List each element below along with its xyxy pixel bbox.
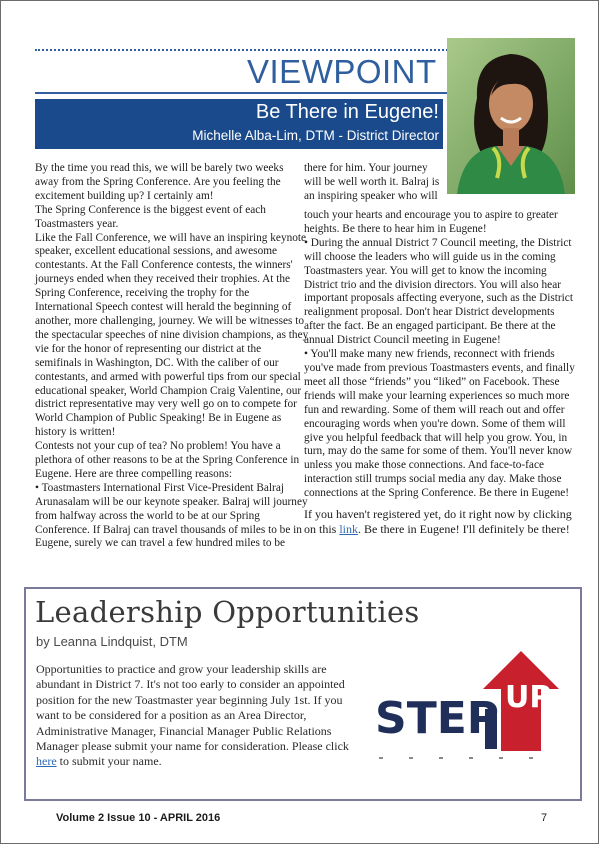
step-up-logo: [369, 647, 569, 767]
footer-issue: Volume 2 Issue 10 - APRIL 2016: [56, 812, 221, 824]
author-photo: [447, 38, 575, 194]
article-paragraph: By the time you read this, we will be barely two weeks away from the Spring Conference. Are you feeling the excitement building up? I certainly am!: [35, 162, 284, 202]
logo-step-text: STEP: [375, 693, 500, 744]
article-title: Be There in Eugene!: [255, 101, 439, 123]
article-paragraph: Contests not your cup of tea? No problem! You have a plethora of other reasons to be at the Spring Conference in Eugene. Here are three compelling reasons:: [35, 440, 300, 480]
article-column-2-top: [304, 162, 448, 204]
leadership-title: Leadership Opportunities: [35, 595, 420, 629]
article-bullet: • You'll make many new friends, reconnect with friends you've made from previous Toastmasters events, and finally meet all those “friends” you “liked” on Facebook. These friends will make your learning experiences so much more fun and rewarding. Some of them will reach out and offer encouraging words when you're down. Some of them will give you helpful feedback that will help you grow. You, in turn, may do the same for some of them. You'll never know unless you make those connections. And face-to-face interaction still trumps social media any day. Make those connections at the Spring Conference. Be there in Eugene!: [304, 348, 575, 500]
article-column-1: [35, 162, 309, 551]
submit-name-link[interactable]: here: [36, 754, 57, 769]
leadership-text: [36, 662, 358, 770]
leadership-body: Opportunities to practice and grow your leadership skills are abundant in District 7. It's not too early to consider an appointed position for the new Toastmaster year beginning July 1st. If you want to be considered for a position as an Area Director, Administrative Manager, Financial Manager Public Relations Manager please submit your name for consideration. Please click: [36, 662, 349, 754]
section-heading: VIEWPOINT: [247, 53, 437, 90]
closing-text: If you haven't registered yet, do it right now by clicking on this: [304, 507, 572, 537]
leadership-byline: by Leanna Lindquist, DTM: [36, 634, 188, 649]
article-paragraph: The Spring Conference is the biggest event of each Toastmasters year.: [35, 203, 266, 230]
registration-link[interactable]: link: [339, 522, 359, 537]
article-bullet: • During the annual District 7 Council meeting, the District will choose the leaders who will guide us in the coming Toastmasters year. You will get to know the incoming District trio and the division directors. You will also hear important proposals affecting everyone, such as the District realignment proposal. Don't hear District developments after the fact. Be an engaged participant. Be there at the annual District Council meeting in Eugene!: [304, 236, 573, 347]
leadership-body-end: to submit your name.: [56, 754, 162, 769]
article-paragraph: there for him. Your journey will be well worth it. Balraj is an inspiring speaker who will: [304, 162, 440, 202]
page-number: 7: [541, 812, 548, 824]
article-column-2: [304, 209, 576, 537]
closing-paragraph: [304, 507, 576, 537]
closing-text-end: . Be there in Eugene! I'll definitely be there!: [358, 522, 570, 537]
article-paragraph: Like the Fall Conference, we will have an inspiring keynote speaker, excellent educational sessions, and awesome contestants. At the Fall Conference contests, the winners' journeys ended when they received their trophies. At the Spring Conference, receiving the trophy for the International Speech contest will herald the beginning of another, more challenging, journey. We will be witnesses to the spectacular speeches of nine division champions, as they vie for the honor of representing our district at the semifinals in Washington, DC. With the caliber of our contestants, and armed with powerful tips from our special educational speaker, World Champion Craig Valentine, our district representative may very well go on to compete for World Champion of Public Speaking! Be in Eugene as history is written!: [35, 231, 309, 439]
article-paragraph: touch your hearts and encourage you to aspire to greater heights. Be there to hear him in Eugene!: [304, 209, 558, 235]
article-byline: Michelle Alba-Lim, DTM - District Director: [192, 128, 439, 143]
logo-up-text: UP: [505, 680, 552, 715]
article-bullet: • Toastmasters International First Vice-President Balraj Arunasalam will be our keynote speaker. Balraj will journey from halfway across the world to be at our Spring Conference. If Balraj can travel thousands of miles to be in Eugene, surely we can travel a few hundred miles to be: [35, 481, 308, 550]
